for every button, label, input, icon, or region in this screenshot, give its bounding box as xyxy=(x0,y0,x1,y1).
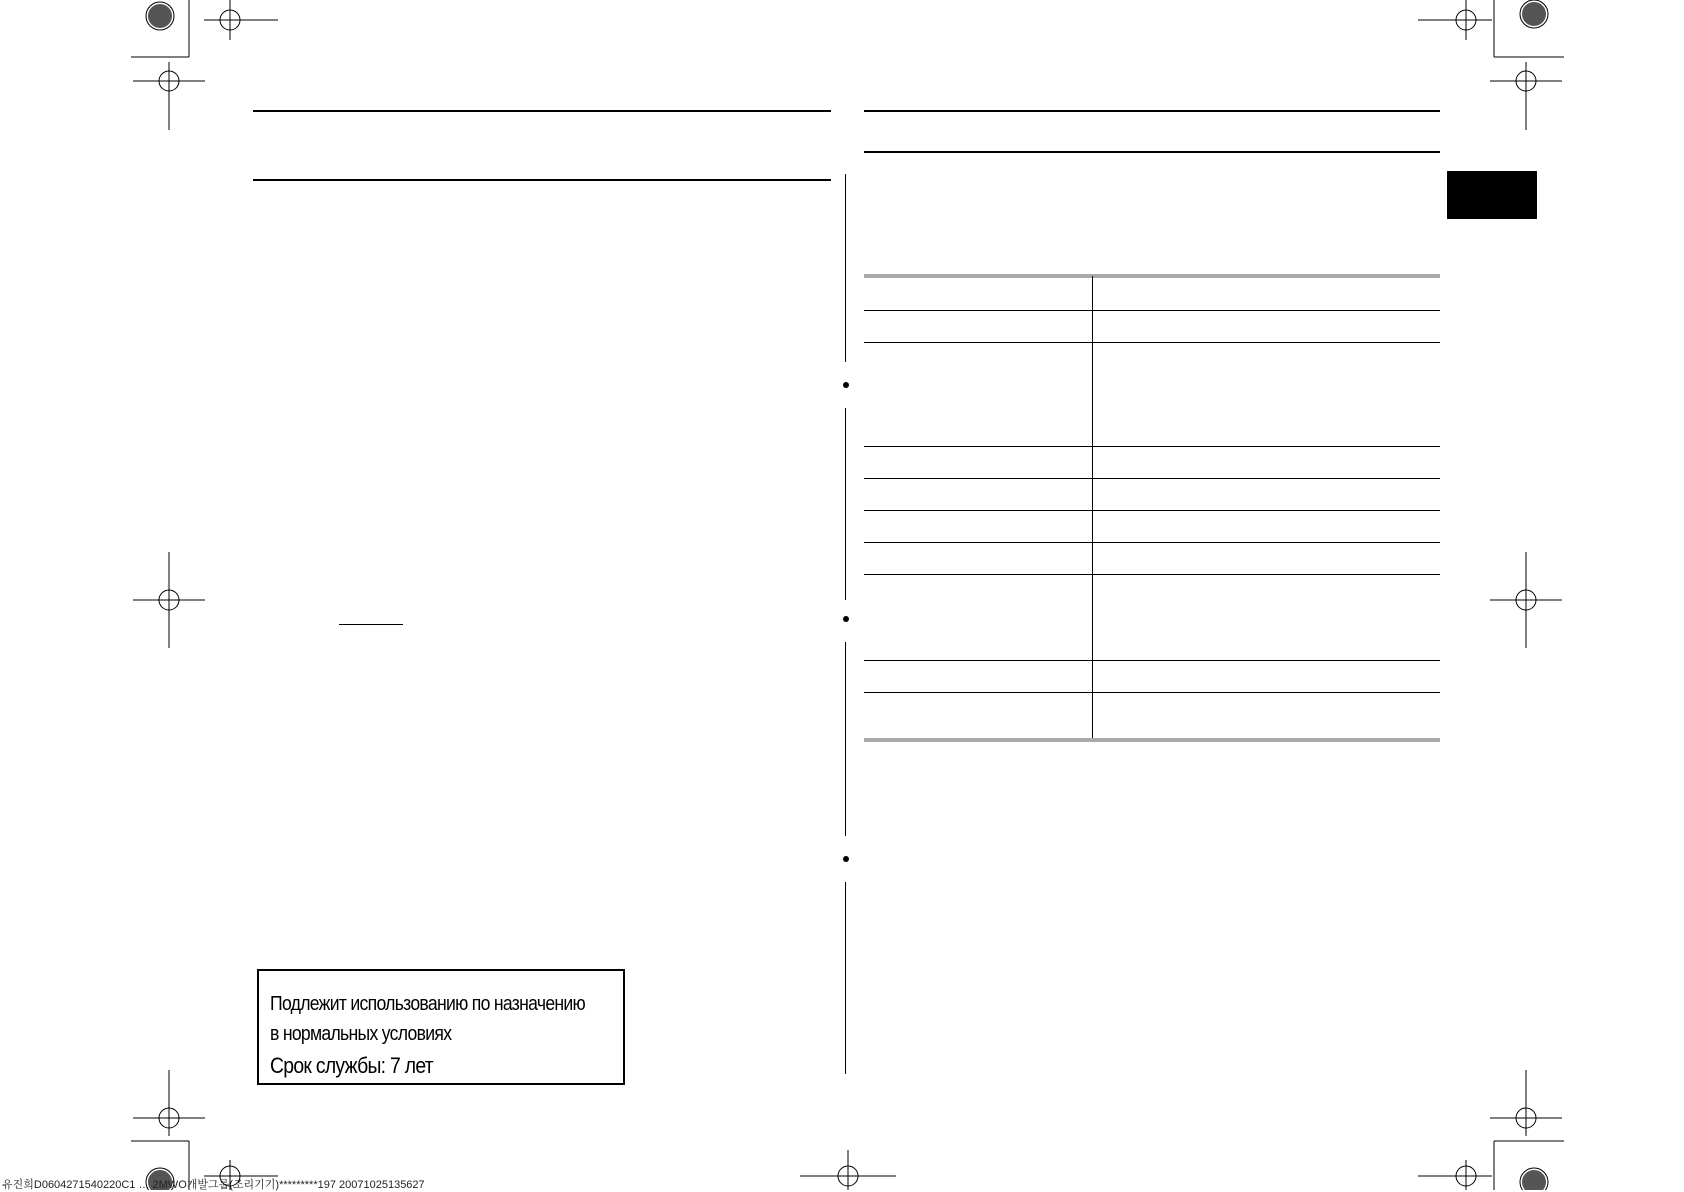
left-header-rule-top xyxy=(253,110,831,112)
gutter-line-2 xyxy=(845,408,846,600)
spec-table xyxy=(864,276,1440,742)
service-life-notice xyxy=(257,969,625,1085)
crop-mark-mid-left xyxy=(133,552,205,648)
gutter-bullet-3 xyxy=(843,856,849,862)
crop-mark-bottom-center xyxy=(800,1150,896,1190)
left-underline xyxy=(339,624,403,625)
table-row xyxy=(864,542,1440,574)
crop-mark-mid-right xyxy=(1490,552,1562,648)
right-header-rule-top xyxy=(864,110,1440,112)
crop-mark-bottom-left xyxy=(131,1070,278,1190)
table-row xyxy=(864,478,1440,510)
table-row xyxy=(864,310,1440,342)
table-row xyxy=(864,692,1440,740)
table-row xyxy=(864,446,1440,478)
crop-mark-bottom-right xyxy=(1418,1070,1564,1190)
gutter-bullet-2 xyxy=(843,616,849,622)
table-row xyxy=(864,574,1440,660)
notice-line-1: Подлежит использованию по назначению xyxy=(270,993,586,1015)
chapter-tab xyxy=(1447,171,1537,219)
notice-line-2: в нормальных условиях xyxy=(270,1023,452,1045)
gutter-line-3 xyxy=(845,642,846,836)
table-row xyxy=(864,276,1440,310)
print-slug: 유진희D0604271540220C1 … 2MWO개발그룹(조리기기)*********197 20071025135627 xyxy=(2,1179,425,1191)
table-row xyxy=(864,510,1440,542)
notice-line-3: Срок службы: 7 лет xyxy=(270,1053,433,1078)
gutter-line-1 xyxy=(845,174,846,362)
left-header-rule-bottom xyxy=(253,179,831,181)
gutter-line-4 xyxy=(845,882,846,1074)
gutter-bullet-1 xyxy=(843,382,849,388)
table-row xyxy=(864,660,1440,692)
table-row xyxy=(864,342,1440,446)
right-header-rule-bottom xyxy=(864,151,1440,153)
